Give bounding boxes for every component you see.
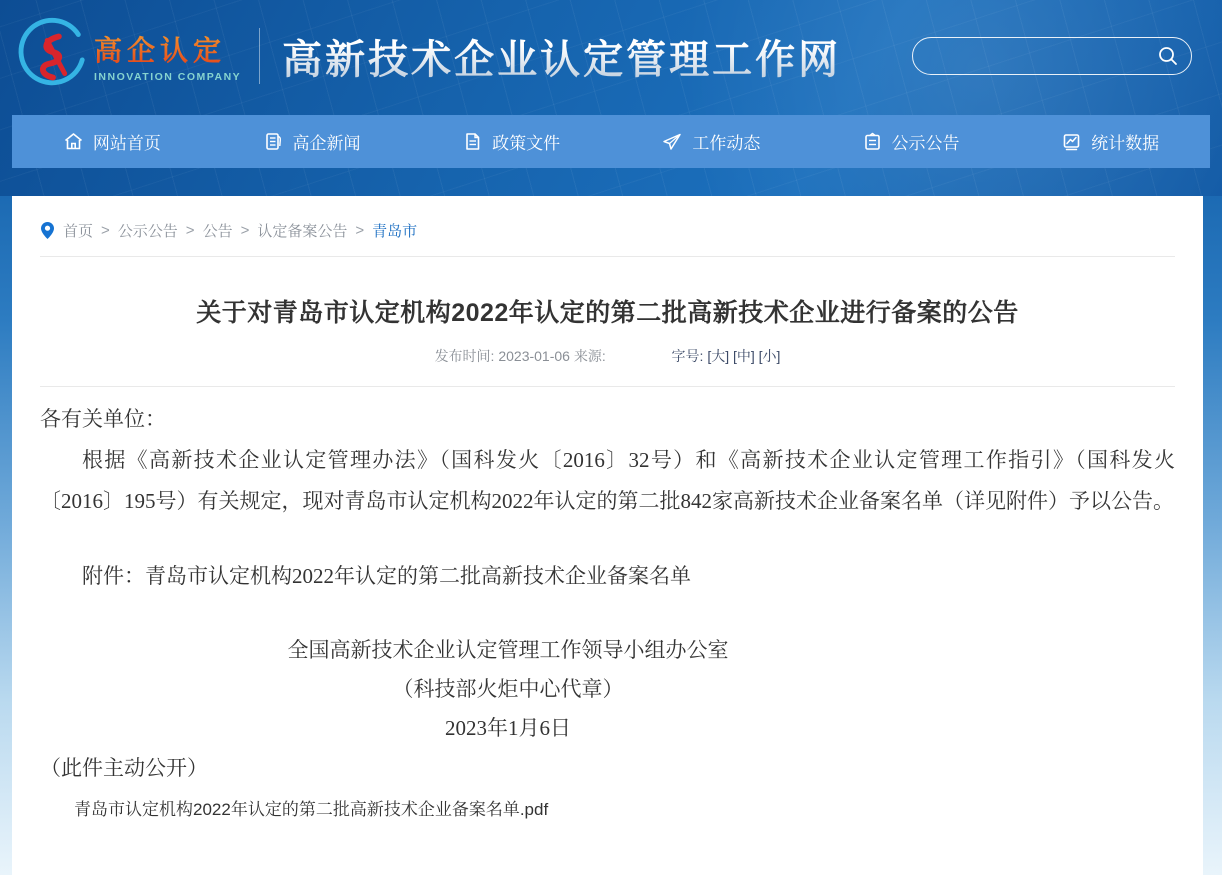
site-title: 高新技术企业认定管理工作网	[282, 28, 841, 85]
body-paragraph: 根据《高新技术企业认定管理办法》（国科发火〔2016〕32号）和《高新技术企业认定管理工作指引》（国科发火〔2016〕195号）有关规定，现对青岛市认定机构2022年认定的第二批842家高新技术企业备案名单（详见附件）予以公告。	[40, 448, 1175, 513]
article-meta	[40, 346, 1175, 366]
nav-item-label: 网站首页	[92, 134, 161, 153]
logo-title: 高企认定	[94, 29, 241, 69]
breadcrumb-divider	[40, 256, 1175, 257]
publish-time-label: 发布时间:	[434, 348, 495, 364]
nav-item-label: 高企新闻	[292, 134, 361, 153]
font-size-medium-button[interactable]: [中]	[732, 348, 755, 364]
search-icon	[1157, 45, 1179, 67]
signature-seal: （科技部火炬中心代章）	[392, 677, 624, 701]
breadcrumb-notice[interactable]: 公告	[202, 223, 233, 240]
home-icon	[63, 131, 84, 152]
breadcrumb-filing-notice[interactable]: 认定备案公告	[257, 223, 348, 240]
breadcrumb	[40, 220, 1175, 241]
nav-item-label: 政策文件	[492, 134, 561, 153]
policy-doc-icon	[462, 131, 483, 152]
header-top	[0, 0, 1222, 112]
news-icon	[263, 131, 284, 152]
breadcrumb-home[interactable]: 首页	[63, 223, 94, 240]
nav-item-home[interactable]	[12, 115, 212, 168]
breadcrumb-qingdao[interactable]: 青岛市	[372, 223, 418, 240]
nav-item-statistics[interactable]	[1010, 115, 1210, 168]
salutation: 各有关单位：	[40, 407, 166, 431]
nav-item-label: 公示公告	[891, 134, 960, 153]
logo-subtitle: INNOVATION COMPANY	[94, 71, 242, 83]
header-divider	[259, 28, 260, 84]
paper-plane-icon	[661, 131, 683, 153]
breadcrumb-separator: >	[101, 222, 110, 239]
announcement-icon	[862, 131, 883, 152]
attachment-line: 附件：青岛市认定机构2022年认定的第二批高新技术企业备案名单	[82, 564, 691, 588]
search-button[interactable]	[1157, 45, 1179, 67]
source-label: 来源:	[573, 348, 606, 364]
font-size-small-button[interactable]: [小]	[758, 348, 781, 364]
nav-item-dynamics[interactable]	[611, 115, 811, 168]
nav-item-policy[interactable]	[411, 115, 611, 168]
font-size-label: 字号:	[671, 348, 704, 364]
breadcrumb-announcements[interactable]: 公示公告	[117, 223, 178, 240]
breadcrumb-separator: >	[240, 222, 250, 239]
publish-date: 2023-01-06	[498, 348, 570, 364]
signature-org: 全国高新技术企业认定管理工作领导小组办公室	[287, 638, 729, 662]
main-nav	[12, 115, 1210, 168]
meta-divider	[40, 386, 1175, 387]
signature-date: 2023年1月6日	[445, 716, 571, 740]
site-header	[0, 0, 1222, 196]
nav-item-announcements[interactable]	[811, 115, 1011, 168]
font-size-large-button[interactable]: [大]	[707, 348, 730, 364]
disclosure-note: （此件主动公开）	[40, 756, 208, 780]
nav-item-label: 统计数据	[1091, 134, 1160, 153]
content-panel	[12, 196, 1203, 875]
breadcrumb-separator: >	[185, 222, 195, 239]
nav-item-news[interactable]	[212, 115, 412, 168]
signature-block	[40, 631, 976, 748]
attachment-pdf-link[interactable]: 青岛市认定机构2022年认定的第二批高新技术企业备案名单.pdf	[74, 800, 549, 819]
location-pin-icon	[40, 221, 55, 240]
nav-item-label: 工作动态	[692, 134, 761, 153]
logo-swoosh-icon	[14, 17, 92, 95]
article-body	[40, 399, 1175, 825]
article-title: 关于对青岛市认定机构2022年认定的第二批高新技术企业进行备案的公告	[196, 299, 1019, 327]
logo-text	[94, 29, 241, 83]
search-input[interactable]	[929, 38, 1157, 74]
search-box[interactable]	[912, 37, 1192, 75]
chart-icon	[1061, 131, 1082, 152]
breadcrumb-separator: >	[355, 222, 365, 239]
site-logo[interactable]	[14, 17, 241, 95]
